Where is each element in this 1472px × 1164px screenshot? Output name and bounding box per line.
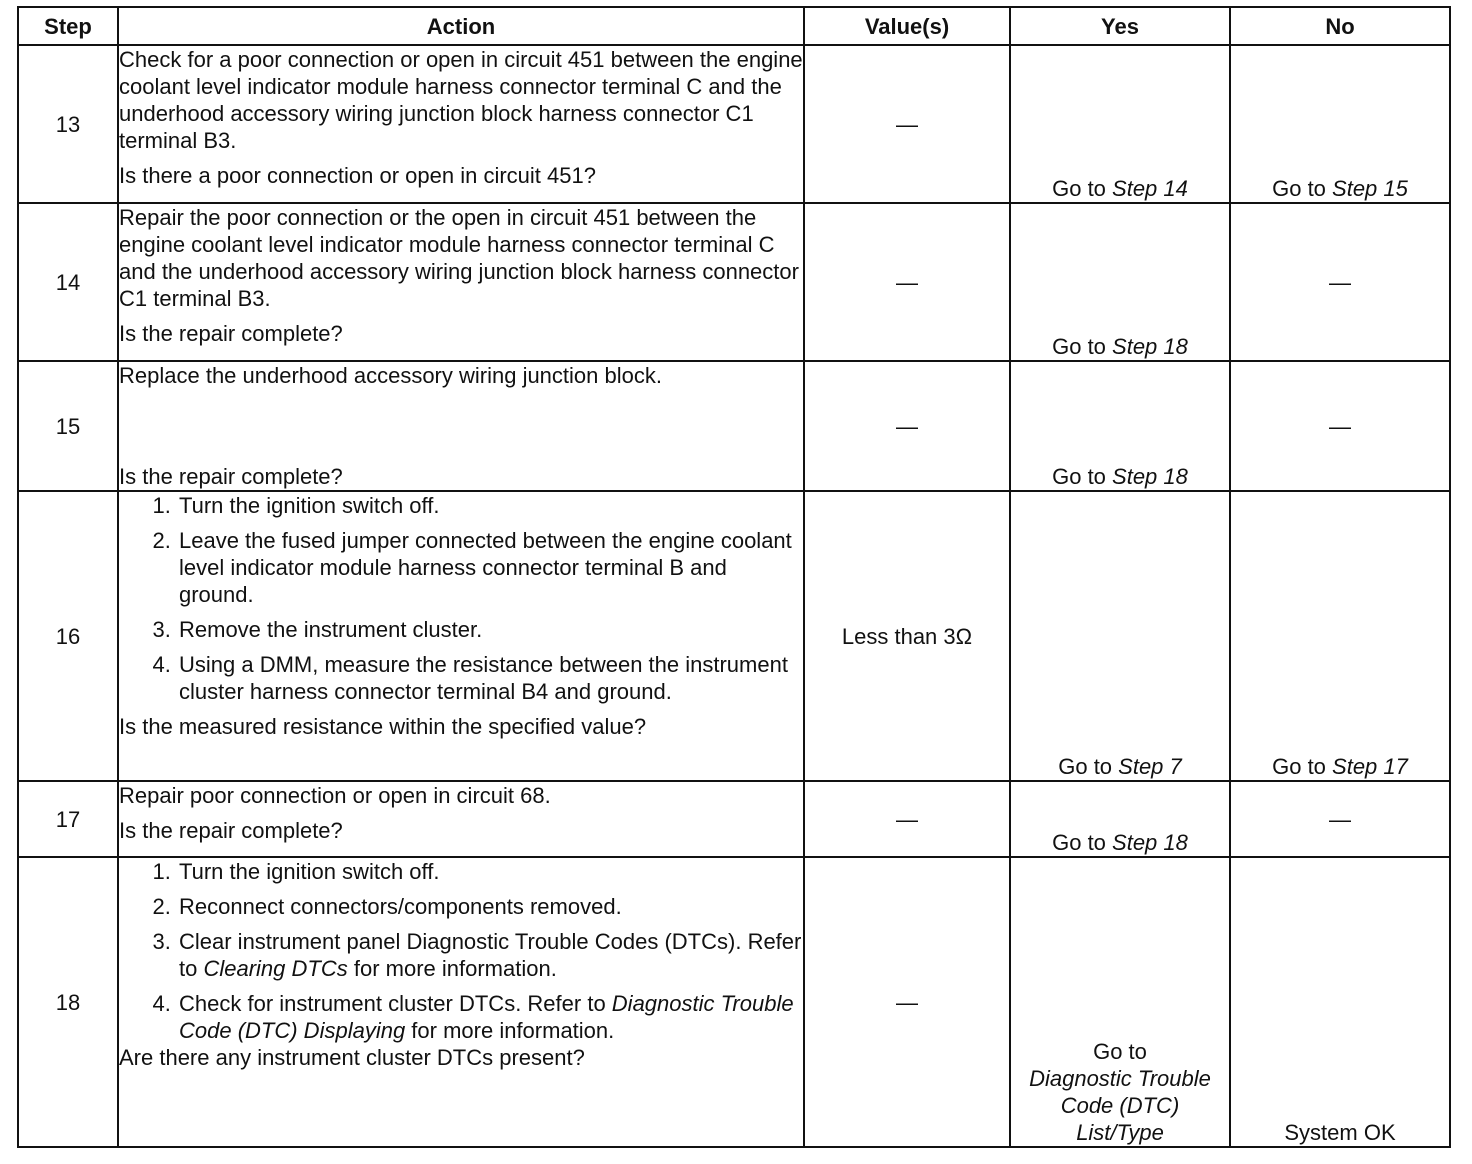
no-prefix: Go to <box>1272 176 1333 201</box>
yes-prefix: Go to <box>1052 464 1113 489</box>
no-cell <box>1230 857 1450 1147</box>
action-question: Is the repair complete? <box>119 464 343 489</box>
action-cell <box>118 857 804 1147</box>
dtc-list-type-link[interactable]: Diagnostic Trouble Code (DTC) List/Type <box>1029 1066 1211 1145</box>
no-cell <box>1230 361 1450 491</box>
yes-cell <box>1010 857 1230 1147</box>
value-cell <box>804 781 1010 857</box>
step-number: 14 <box>18 203 118 361</box>
header-values: Value(s) <box>804 7 1010 45</box>
action-question: Is the measured resistance within the specified value? <box>119 714 647 739</box>
value-text: Less than 3Ω <box>841 623 973 649</box>
header-yes: Yes <box>1010 7 1230 45</box>
no-cell <box>1230 781 1450 857</box>
item-tail: for more information. <box>405 1018 615 1043</box>
yes-cell <box>1010 45 1230 203</box>
no-text: — <box>1329 413 1351 439</box>
no-cell <box>1230 491 1450 781</box>
yes-cell <box>1010 491 1230 781</box>
step-number: 16 <box>18 491 118 781</box>
step-number: 15 <box>18 361 118 491</box>
yes-step-link[interactable]: Step 14 <box>1112 176 1188 201</box>
yes-prefix: Go to <box>1058 754 1119 779</box>
yes-cell <box>1010 781 1230 857</box>
step-number: 18 <box>18 857 118 1147</box>
no-prefix: Go to <box>1272 754 1333 779</box>
action-text: Check for a poor connection or open in circuit 451 between the engine coolant level indicator module harness connector terminal C and the underhood accessory wiring junction block harness connector C1 terminal B3. <box>119 47 803 153</box>
list-item <box>177 990 803 1044</box>
yes-prefix: Go to <box>1093 1039 1147 1064</box>
action-text: Replace the underhood accessory wiring junction block. <box>119 363 662 388</box>
no-text: — <box>1329 806 1351 832</box>
value-text: — <box>896 111 918 137</box>
action-question: Is there a poor connection or open in circuit 451? <box>119 163 596 188</box>
table-row-step-18 <box>18 857 1450 1147</box>
action-cell <box>118 45 804 203</box>
action-text: Repair poor connection or open in circuit 68. <box>119 783 551 808</box>
action-cell <box>118 491 804 781</box>
list-item: 3. Remove the instrument cluster. <box>177 616 803 643</box>
table-row-step-16 <box>18 491 1450 781</box>
table-row-step-15 <box>18 361 1450 491</box>
yes-step-link[interactable]: Step 18 <box>1112 464 1188 489</box>
item-text: Clear instrument panel Diagnostic Trouble Codes (DTCs). Refer to <box>179 929 802 981</box>
value-cell <box>804 857 1010 1147</box>
value-text: — <box>896 413 918 439</box>
yes-prefix: Go to <box>1052 830 1113 855</box>
yes-cell <box>1010 203 1230 361</box>
value-text: — <box>896 989 918 1015</box>
header-no: No <box>1230 7 1450 45</box>
list-item: 1. Turn the ignition switch off. <box>177 492 803 519</box>
no-cell <box>1230 45 1450 203</box>
action-steps-list <box>119 492 803 705</box>
header-step: Step <box>18 7 118 45</box>
yes-step-link[interactable]: Step 18 <box>1112 334 1188 359</box>
table-row-step-17 <box>18 781 1450 857</box>
dtc-displaying-link[interactable]: Diagnostic Trouble Code (DTC) Displaying <box>179 991 794 1043</box>
yes-step-link[interactable]: Step 18 <box>1112 830 1188 855</box>
value-text: — <box>896 806 918 832</box>
yes-prefix: Go to <box>1052 334 1113 359</box>
item-text: Check for instrument cluster DTCs. Refer to <box>179 991 612 1016</box>
yes-prefix: Go to <box>1052 176 1113 201</box>
value-cell <box>804 361 1010 491</box>
action-cell <box>118 781 804 857</box>
diagnostic-table <box>17 6 1451 1148</box>
list-item: 1. Turn the ignition switch off. <box>177 858 803 885</box>
list-item: 2. Leave the fused jumper connected between the engine coolant level indicator module harness connector terminal B and ground. <box>177 527 803 608</box>
list-item: 4. Using a DMM, measure the resistance between the instrument cluster harness connector terminal B4 and ground. <box>177 651 803 705</box>
no-cell <box>1230 203 1450 361</box>
yes-cell <box>1010 361 1230 491</box>
action-steps-list <box>119 858 803 1044</box>
action-cell <box>118 361 804 491</box>
action-text: Repair the poor connection or the open in circuit 451 between the engine coolant level indicator module harness connector terminal C and the underhood accessory wiring junction block harness connector C1 terminal B3. <box>119 205 799 311</box>
no-step-link[interactable]: Step 17 <box>1332 754 1408 779</box>
header-action: Action <box>118 7 804 45</box>
list-item <box>177 928 803 982</box>
action-cell <box>118 203 804 361</box>
action-question: Is the repair complete? <box>119 818 343 843</box>
action-question: Are there any instrument cluster DTCs present? <box>119 1045 585 1070</box>
action-question: Is the repair complete? <box>119 321 343 346</box>
step-number: 13 <box>18 45 118 203</box>
value-cell <box>804 45 1010 203</box>
no-text: System OK <box>1284 1120 1396 1145</box>
no-step-link[interactable]: Step 15 <box>1332 176 1408 201</box>
clearing-dtcs-link[interactable]: Clearing DTCs <box>203 956 348 981</box>
no-text: — <box>1329 269 1351 295</box>
table-row-step-14 <box>18 203 1450 361</box>
value-text: — <box>896 269 918 295</box>
value-cell <box>804 203 1010 361</box>
list-item: 2. Reconnect connectors/components removed. <box>177 893 803 920</box>
item-tail: for more information. <box>347 956 557 981</box>
value-cell <box>804 491 1010 781</box>
step-number: 17 <box>18 781 118 857</box>
table-row-step-13 <box>18 45 1450 203</box>
yes-step-link[interactable]: Step 7 <box>1118 754 1182 779</box>
header-row <box>18 7 1450 45</box>
